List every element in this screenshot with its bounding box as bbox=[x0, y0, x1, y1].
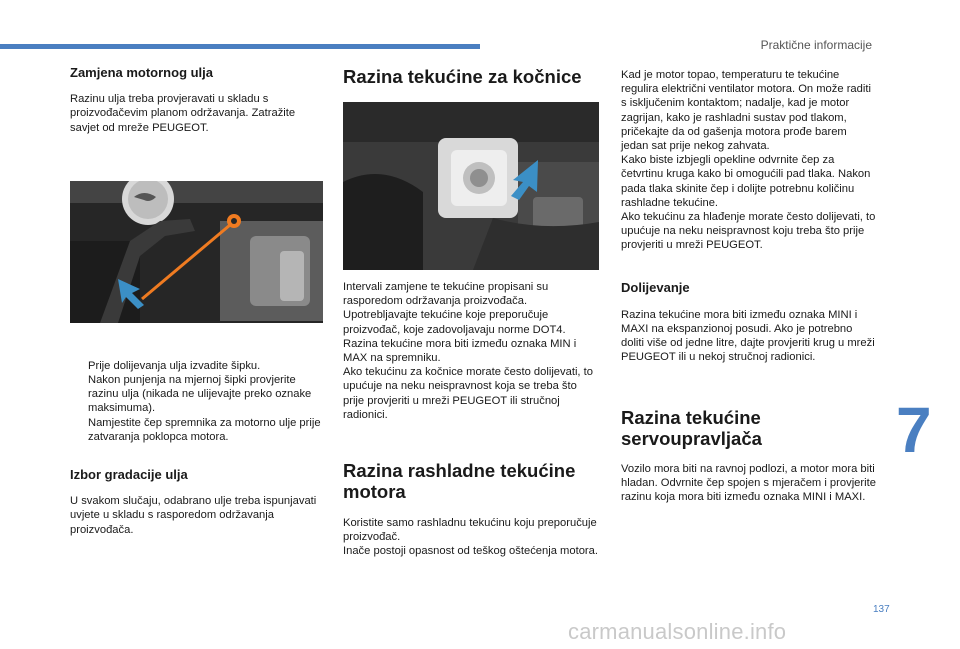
engine-oil-illustration bbox=[70, 181, 323, 323]
section-title: Praktične informacije bbox=[760, 38, 872, 52]
engine-oil-intro: Razinu ulja treba provjeravati u skladu s proizvođačevim planom održavanja. Zatražite savjet od mreže PEUGEOT. bbox=[70, 93, 296, 134]
engine-oil-dipstick-photo bbox=[70, 181, 323, 323]
chapter-number: 7 bbox=[896, 394, 932, 466]
page-number: 137 bbox=[873, 604, 890, 615]
oil-grade-text: U svakom slučaju, odabrano ulje treba ispunjavati uvjete u skladu s rasporedom održavanja proizvođača. bbox=[70, 495, 317, 536]
brake-reservoir-illustration bbox=[343, 102, 599, 270]
engine-oil-heading: Zamjena motornog ulja bbox=[70, 65, 214, 80]
hot-engine-warning-text: Kad je motor topao, temperaturu te tekućine regulira električni ventilator motora. On može raditi s isključenim kontaktom; nadalje, kad je motor zagrijan, kako je rashladni sustav pod tlakom, pričekajte da od gašenja motora prođe barem jedan sat prije nekog zahvata. Kako biste izbjegli opekline odvrnite čep za četvrtinu kruga kako bi omogućili pad tlaka. Nakon pada tlaka skinite čep i dolijte potrebnu količinu rashladne tekućine. Ako tekućinu za hlađenje morate često dolijevati, to upućuje na neku neispravnost koju treba što prije provjeriti u mreži PEUGEOT. bbox=[621, 69, 876, 252]
watermark: carmanualsonline.info bbox=[568, 619, 787, 644]
brake-fluid-reservoir-photo bbox=[343, 102, 599, 270]
list-item-text: Nakon punjenja na mjernoj šipki provjerite razinu ulja (nikada ne ulijevajte preko oznake maksimuma). bbox=[88, 374, 312, 415]
list-item bbox=[70, 416, 325, 444]
coolant-heading: Razina rashladne tekućine motora bbox=[343, 460, 576, 503]
list-item bbox=[70, 373, 325, 416]
left-column bbox=[70, 66, 325, 537]
engine-oil-steps bbox=[70, 359, 325, 444]
list-item-text: Prije dolijevanja ulja izvadite šipku. bbox=[88, 359, 261, 372]
brake-fluid-text: Intervali zamjene te tekućine propisani su rasporedom održavanja proizvođača. Upotrebljavajte tekućine koje preporučuje proizvođač, koje zadovoljavaju norme DOT4. Razina tekućine mora biti između oznaka MIN i MAX na spremniku. Ako tekućinu za kočnice morate često dolijevati, to upućuje na neku neispravnost koja se treba što prije provjeriti u mreži PEUGEOT ili stručnoj radionici. bbox=[343, 281, 593, 421]
header-accent-bar bbox=[0, 44, 480, 49]
power-steering-text: Vozilo mora biti na ravnoj podlozi, a motor mora biti hladan. Odvrnite čep spojen s mjeračem i provjerite razinu koja mora biti između oznaka MINI i MAXI. bbox=[621, 462, 876, 504]
brake-fluid-heading: Razina tekućine za kočnice bbox=[343, 66, 582, 87]
right-column bbox=[621, 68, 877, 504]
list-item bbox=[70, 359, 325, 373]
oil-grade-heading: Izbor gradacije ulja bbox=[70, 467, 188, 483]
list-item-text: Namjestite čep spremnika za motorno ulje prije zatvaranja poklopca motora. bbox=[88, 416, 321, 443]
power-steering-heading: Razina tekućine servoupravljača bbox=[621, 406, 762, 449]
topping-up-text: Razina tekućine mora biti između oznaka MINI i MAXI na ekspanzionoj posudi. Ako je potrebno doliti više od jedne litre, dajte provjeriti krug u mreži PEUGEOT ili u nekoj stručnoj radionici. bbox=[621, 308, 875, 364]
middle-column bbox=[343, 66, 600, 559]
coolant-text: Koristite samo rashladnu tekućinu koju preporučuje proizvođač. Inače postoji opasnost od teškog oštećenja motora. bbox=[343, 517, 598, 558]
topping-up-heading: Dolijevanje bbox=[621, 279, 690, 295]
